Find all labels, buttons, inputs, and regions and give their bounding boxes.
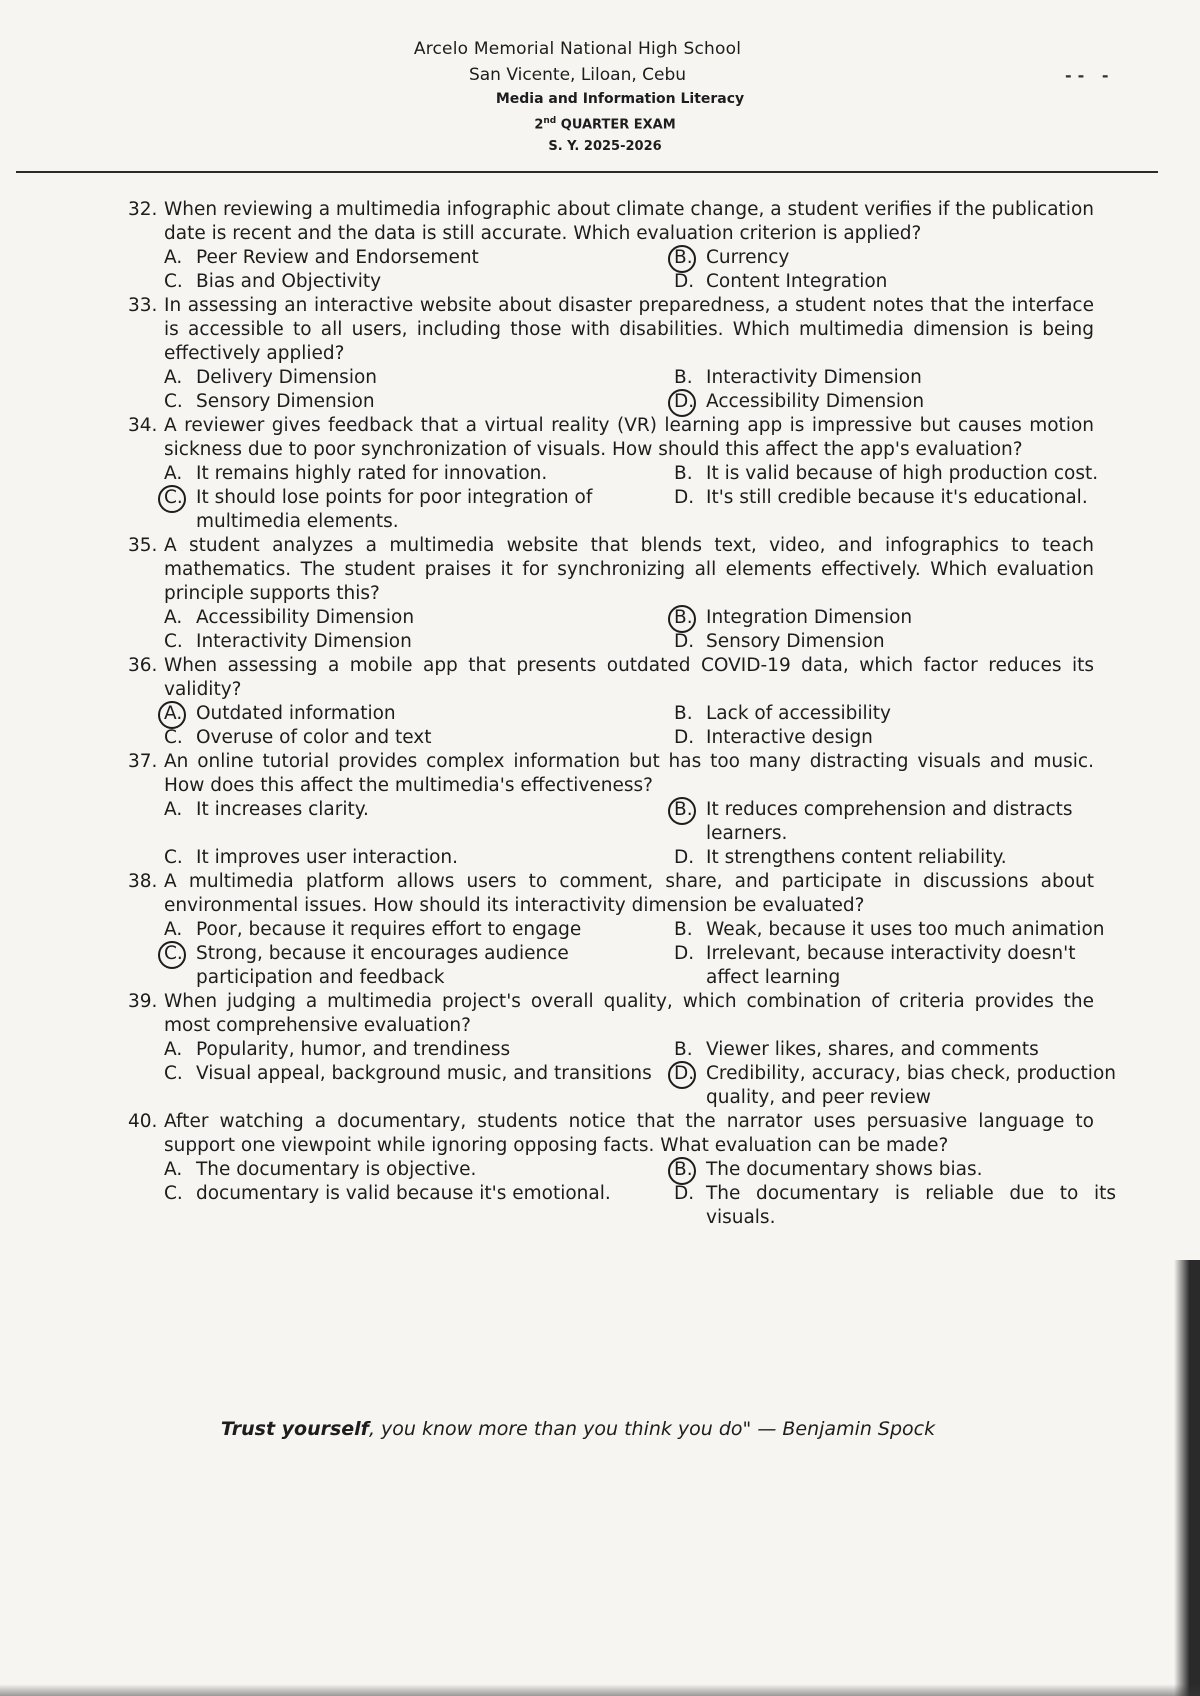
- option-d[interactable]: [674, 486, 1130, 534]
- option-text: The documentary shows bias.: [706, 1159, 983, 1180]
- option-text: It's still credible because it's educational.: [706, 487, 1088, 508]
- options: [164, 918, 1105, 990]
- option-letter-circled: D.: [674, 390, 706, 414]
- exam-title-suffix: nd: [543, 116, 557, 126]
- option-a[interactable]: [164, 366, 674, 390]
- option-b[interactable]: [674, 702, 1130, 726]
- option-letter: A.: [164, 1039, 183, 1060]
- option-b[interactable]: [674, 1038, 1130, 1062]
- option-text: The documentary is objective.: [196, 1159, 477, 1180]
- options: [164, 1158, 1116, 1230]
- option-letter-circled: C.: [164, 486, 196, 510]
- question-text: After watching a documentary, students notice that the narrator uses persuasive language to support one viewpoint while ignoring opposing facts. What evaluation can be made?: [164, 1111, 1094, 1156]
- option-letter: C.: [164, 631, 183, 652]
- option-letter: D.: [674, 631, 695, 652]
- option-c[interactable]: [164, 846, 674, 870]
- option-letter: B.: [674, 463, 693, 484]
- option-letter: C.: [164, 1063, 183, 1084]
- option-a[interactable]: [164, 606, 674, 630]
- option-b[interactable]: [674, 606, 1130, 630]
- option-letter: B.: [674, 367, 693, 388]
- question-text: When reviewing a multimedia infographic about climate change, a student verifies if the publication date is recent and the data is still accurate. Which evaluation criterion is applied?: [164, 199, 1094, 244]
- option-text: Lack of accessibility: [706, 703, 891, 724]
- question-number: 34.: [128, 415, 158, 436]
- option-letter: C.: [164, 847, 183, 868]
- question-40: [128, 1110, 1116, 1230]
- option-letter: A.: [164, 463, 183, 484]
- option-text: It should lose points for poor integration of multimedia elements.: [196, 487, 593, 532]
- exam-title: [10, 110, 1200, 136]
- option-letter: C.: [164, 727, 183, 748]
- question-35: [128, 534, 1094, 654]
- option-letter-circled: B.: [674, 1158, 706, 1182]
- option-letter: B.: [674, 1039, 693, 1060]
- options: [164, 1038, 1116, 1110]
- option-letter: A.: [164, 367, 183, 388]
- option-letter-circled: A.: [164, 702, 196, 726]
- question-number: 37.: [128, 751, 158, 772]
- question-text: A multimedia platform allows users to comment, share, and participate in discussions about environmental issues. How should its interactivity dimension be evaluated?: [164, 871, 1094, 916]
- option-letter-circled: B.: [674, 798, 706, 822]
- closing-quote: [0, 1418, 1178, 1440]
- question-34: [128, 414, 1099, 534]
- option-text: Outdated information: [196, 703, 396, 724]
- option-text: Bias and Objectivity: [196, 271, 382, 292]
- option-d[interactable]: [674, 726, 1130, 750]
- option-letter: C.: [164, 391, 183, 412]
- option-text: Interactive design: [706, 727, 873, 748]
- question-number: 32.: [128, 199, 158, 220]
- option-letter: D.: [674, 487, 695, 508]
- option-text: Integration Dimension: [706, 607, 913, 628]
- question-38: [128, 870, 1105, 990]
- option-b[interactable]: [674, 918, 1130, 942]
- option-letter: A.: [164, 247, 183, 268]
- option-d[interactable]: [674, 942, 1130, 990]
- option-letter: D.: [674, 271, 695, 292]
- option-text: It remains highly rated for innovation.: [196, 463, 548, 484]
- option-text: It is valid because of high production cost.: [706, 463, 1099, 484]
- option-a[interactable]: [164, 702, 674, 726]
- option-d[interactable]: [674, 1182, 1130, 1230]
- option-text: The documentary is reliable due to its visuals.: [706, 1183, 1116, 1228]
- question-number: 40.: [128, 1111, 158, 1132]
- quote-rest: , you know more than you think you do" — Benjamin Spock: [368, 1418, 936, 1440]
- option-text: Strong, because it encourages audience participation and feedback: [196, 943, 569, 988]
- option-text: Interactivity Dimension: [706, 367, 922, 388]
- option-b[interactable]: [674, 246, 1130, 270]
- question-39: [128, 990, 1116, 1110]
- options: [164, 462, 1099, 534]
- option-letter-circled: B.: [674, 606, 706, 630]
- question-number: 39.: [128, 991, 158, 1012]
- option-text: It increases clarity.: [196, 799, 369, 820]
- school-name: Arcelo Memorial National High School: [413, 39, 742, 59]
- header-divider: [16, 171, 1158, 173]
- question-37: [128, 750, 1094, 870]
- subject-title: Media and Information Literacy: [495, 91, 745, 107]
- school-year: S. Y. 2025-2026: [548, 139, 662, 155]
- option-c[interactable]: [164, 726, 674, 750]
- option-letter: D.: [674, 943, 695, 964]
- option-text: Sensory Dimension: [196, 391, 375, 412]
- option-letter-circled: B.: [674, 246, 706, 270]
- question-text: In assessing an interactive website about disaster preparedness, a student notes that the interface is accessible to all users, including those with disabilities. Which multimedia dimension is being effectively applied?: [164, 295, 1094, 364]
- option-text: Poor, because it requires effort to engage: [196, 919, 582, 940]
- question-number: 36.: [128, 655, 158, 676]
- option-letter: A.: [164, 919, 183, 940]
- option-d[interactable]: [674, 630, 1130, 654]
- option-d[interactable]: [674, 390, 1130, 414]
- option-b[interactable]: [674, 798, 1130, 846]
- scan-shadow-bottom: [0, 1684, 1200, 1696]
- question-36: [128, 654, 1094, 750]
- option-b[interactable]: [674, 462, 1130, 486]
- option-text: Viewer likes, shares, and comments: [706, 1039, 1039, 1060]
- option-text: Overuse of color and text: [196, 727, 432, 748]
- question-32: [128, 198, 1094, 294]
- option-text: Peer Review and Endorsement: [196, 247, 479, 268]
- option-text: Accessibility Dimension: [196, 607, 415, 628]
- option-a[interactable]: [164, 1158, 674, 1182]
- option-letter: A.: [164, 607, 183, 628]
- option-letter: A.: [164, 799, 183, 820]
- option-text: Currency: [706, 247, 790, 268]
- option-c[interactable]: [164, 390, 674, 414]
- question-text: When assessing a mobile app that presents outdated COVID-19 data, which factor reduces its validity?: [164, 655, 1094, 700]
- option-a[interactable]: [164, 1038, 674, 1062]
- question-33: [128, 294, 1094, 414]
- question-number: 35.: [128, 535, 158, 556]
- option-text: It reduces comprehension and distracts learners.: [706, 799, 1073, 844]
- option-a[interactable]: [164, 462, 674, 486]
- options: [164, 798, 1084, 870]
- option-text: Irrelevant, because interactivity doesn't affect learning: [706, 943, 1076, 988]
- option-letter: B.: [674, 919, 693, 940]
- option-text: Interactivity Dimension: [196, 631, 412, 652]
- question-text: A student analyzes a multimedia website that blends text, video, and infographics to teach mathematics. The student praises it for synchronizing all elements effectively. Which evaluation principle supports this?: [164, 535, 1094, 604]
- quote-bold: Trust yourself: [220, 1418, 369, 1440]
- option-letter: D.: [674, 847, 695, 868]
- option-text: It improves user interaction.: [196, 847, 459, 868]
- option-text: Content Integration: [706, 271, 888, 292]
- option-b[interactable]: [674, 366, 1130, 390]
- school-address: San Vicente, Liloan, Cebu: [468, 65, 687, 85]
- option-text: documentary is valid because it's emotional.: [196, 1183, 611, 1204]
- exam-header: [0, 36, 1200, 158]
- scan-shadow: [1174, 1260, 1200, 1696]
- option-letter-circled: D.: [674, 1062, 706, 1086]
- question-text: A reviewer gives feedback that a virtual reality (VR) learning app is impressive but causes motion sickness due to poor synchronization of visuals. How should this affect the app's evaluation?: [164, 415, 1094, 460]
- option-letter: D.: [674, 727, 695, 748]
- exam-title-number: 2: [534, 117, 544, 133]
- option-c[interactable]: [164, 1062, 674, 1110]
- option-c[interactable]: [164, 486, 674, 534]
- question-text: When judging a multimedia project's overall quality, which combination of criteria provides the most comprehensive evaluation?: [164, 991, 1094, 1036]
- exam-title-rest: QUARTER EXAM: [556, 117, 676, 133]
- option-c[interactable]: [164, 942, 674, 990]
- option-letter: D.: [674, 1183, 695, 1204]
- option-text: Credibility, accuracy, bias check, production quality, and peer review: [706, 1063, 1116, 1108]
- question-list: [128, 198, 1116, 1230]
- question-number: 38.: [128, 871, 158, 892]
- option-text: Weak, because it uses too much animation: [706, 919, 1105, 940]
- option-letter-circled: C.: [164, 942, 196, 966]
- options: [164, 366, 1084, 414]
- option-text: Popularity, humor, and trendiness: [196, 1039, 511, 1060]
- question-text: An online tutorial provides complex information but has too many distracting visuals and music. How does this affect the multimedia's effectiveness?: [164, 751, 1094, 796]
- option-text: Delivery Dimension: [196, 367, 378, 388]
- option-c[interactable]: [164, 1182, 674, 1230]
- option-a[interactable]: [164, 246, 674, 270]
- option-d[interactable]: [674, 846, 1130, 870]
- option-d[interactable]: [674, 270, 1130, 294]
- option-letter: C.: [164, 1183, 183, 1204]
- option-text: Accessibility Dimension: [706, 391, 925, 412]
- option-text: Visual appeal, background music, and transitions: [196, 1063, 652, 1084]
- options: [164, 606, 1084, 654]
- option-c[interactable]: [164, 630, 674, 654]
- options: [164, 246, 1084, 294]
- corner-marks: -- -: [1065, 66, 1115, 85]
- option-letter: A.: [164, 1159, 183, 1180]
- option-letter: B.: [674, 703, 693, 724]
- question-number: 33.: [128, 295, 158, 316]
- options: [164, 702, 1084, 750]
- option-a[interactable]: [164, 918, 674, 942]
- option-b[interactable]: [674, 1158, 1130, 1182]
- option-c[interactable]: [164, 270, 674, 294]
- option-text: It strengthens content reliability.: [706, 847, 1007, 868]
- option-a[interactable]: [164, 798, 674, 846]
- option-text: Sensory Dimension: [706, 631, 885, 652]
- option-d[interactable]: [674, 1062, 1130, 1110]
- option-letter: C.: [164, 271, 183, 292]
